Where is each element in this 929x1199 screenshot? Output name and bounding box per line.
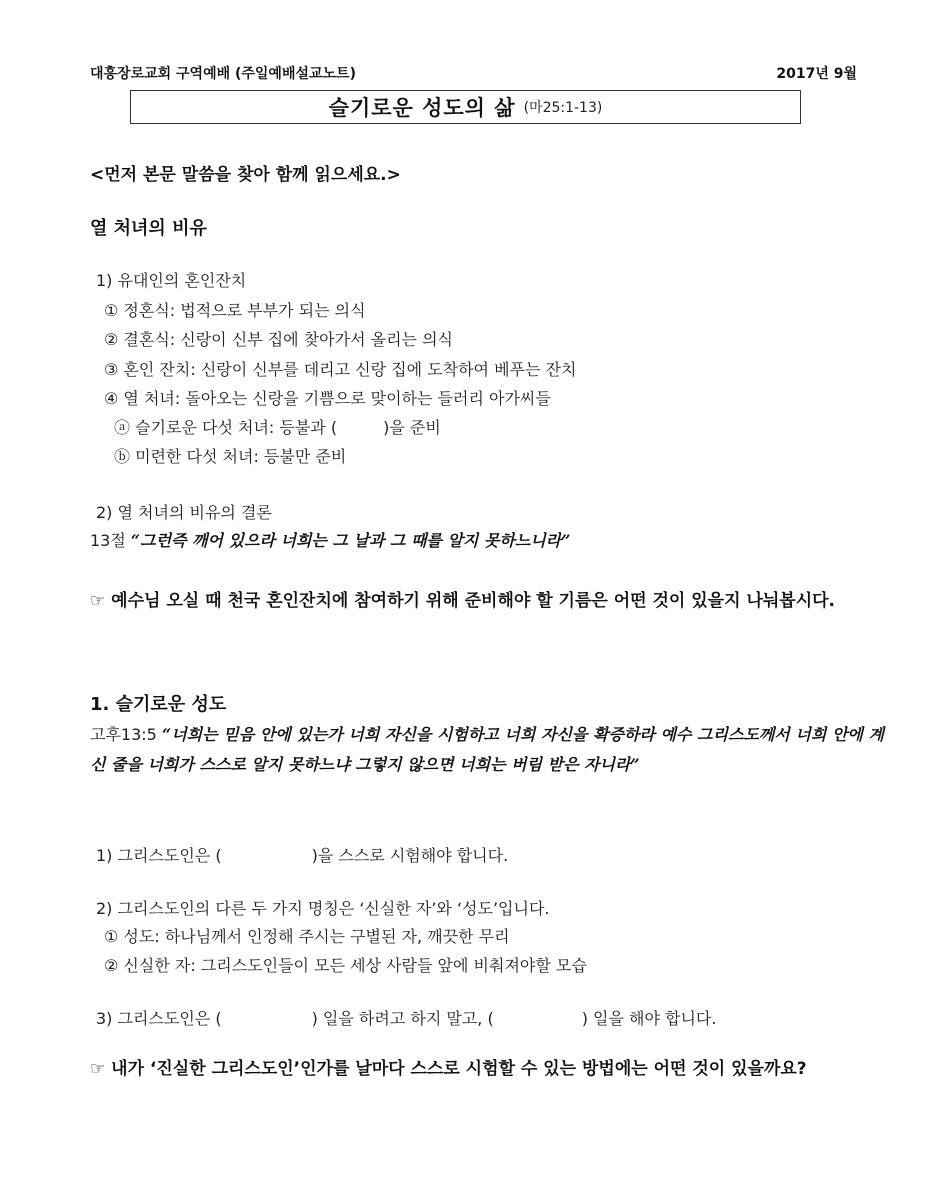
verse-reference: 13절 [90, 531, 126, 550]
subitem-a-text: ⓐ 슬기로운 다섯 처녀: 등불과 ( [114, 418, 338, 437]
discussion-prompt: ☞ 예수님 오실 때 천국 혼인잔치에 참여하기 위해 준비해야 할 기름은 어떤 것이 있을지 나눠봅시다. [90, 591, 836, 611]
page-title: 슬기로운 성도의 삶 [328, 96, 516, 120]
parable-subitem-b: ⓑ 미련한 다섯 처녀: 등불만 준비 [114, 447, 347, 466]
question-3 [96, 1006, 716, 1029]
question-3-text: 3) 그리스도인은 ( [96, 1009, 222, 1028]
verse-text: “너희는 믿음 안에 있는가 너희 자신을 시험하고 너희 자신을 확증하라 예수 그리스도께서 너희 안에 계신 줄을 너희가 스스로 알지 못하느냐 그렇지 않으면 너희는 버림 받은 자니라” [90, 725, 884, 774]
church-header: 대흥장로교회 구역예배 (주일예배설교노트) [90, 66, 356, 82]
question-2: 2) 그리스도인의 다른 두 가지 명칭은 ‘신실한 자’와 ‘성도’입니다. [96, 899, 550, 918]
question-3-text-middle: ) 일을 하려고 하지 말고, ( [311, 1009, 494, 1028]
parable-item: ② 결혼식: 신랑이 신부 집에 찾아가서 올리는 의식 [104, 330, 454, 349]
parable-item: ③ 혼인 잔치: 신랑이 신부를 데리고 신랑 집에 도착하여 베푸는 잔치 [104, 360, 577, 379]
date-header: 2017년 9월 [776, 66, 857, 82]
parable-verse [90, 528, 570, 551]
discussion-prompt: ☞ 내가 ‘진실한 그리스도인’인가를 날마다 스스로 시험할 수 있는 방법에는 어떤 것이 있을까요? [90, 1059, 807, 1079]
parable-heading: 열 처녀의 비유 [90, 218, 207, 239]
title-box [130, 90, 801, 124]
question-1 [96, 843, 508, 866]
question-2-item: ① 성도: 하나님께서 인정해 주시는 구별된 자, 깨끗한 무리 [104, 927, 510, 946]
section-1-verse [90, 720, 884, 780]
subitem-a-text-end: )을 준비 [383, 418, 441, 437]
parable-item: ④ 열 처녀: 돌아오는 신랑을 기쁨으로 맞이하는 들러리 아가씨들 [104, 389, 551, 408]
parable-point-2-title: 2) 열 처녀의 비유의 결론 [96, 503, 272, 522]
verse-text: “그런즉 깨어 있으라 너희는 그 날과 그 때를 알지 못하느니라” [130, 531, 571, 550]
question-3-text-end: ) 일을 해야 합니다. [581, 1009, 717, 1028]
question-1-text-end: )을 스스로 시험해야 합니다. [311, 846, 509, 865]
question-1-text: 1) 그리스도인은 ( [96, 846, 222, 865]
verse-reference: 고후13:5 [90, 725, 157, 744]
question-2-item: ② 신실한 자: 그리스도인들이 모든 세상 사람들 앞에 비춰져야할 모습 [104, 956, 587, 975]
parable-item: ① 정혼식: 법적으로 부부가 되는 의식 [104, 301, 366, 320]
parable-point-1-title: 1) 유대인의 혼인잔치 [96, 271, 247, 290]
reading-instruction: <먼저 본문 말씀을 찾아 함께 읽으세요.> [90, 165, 401, 185]
scripture-reference: (마25:1-13) [523, 100, 603, 116]
parable-subitem-a [114, 415, 441, 438]
section-1-heading: 1. 슬기로운 성도 [90, 694, 227, 715]
